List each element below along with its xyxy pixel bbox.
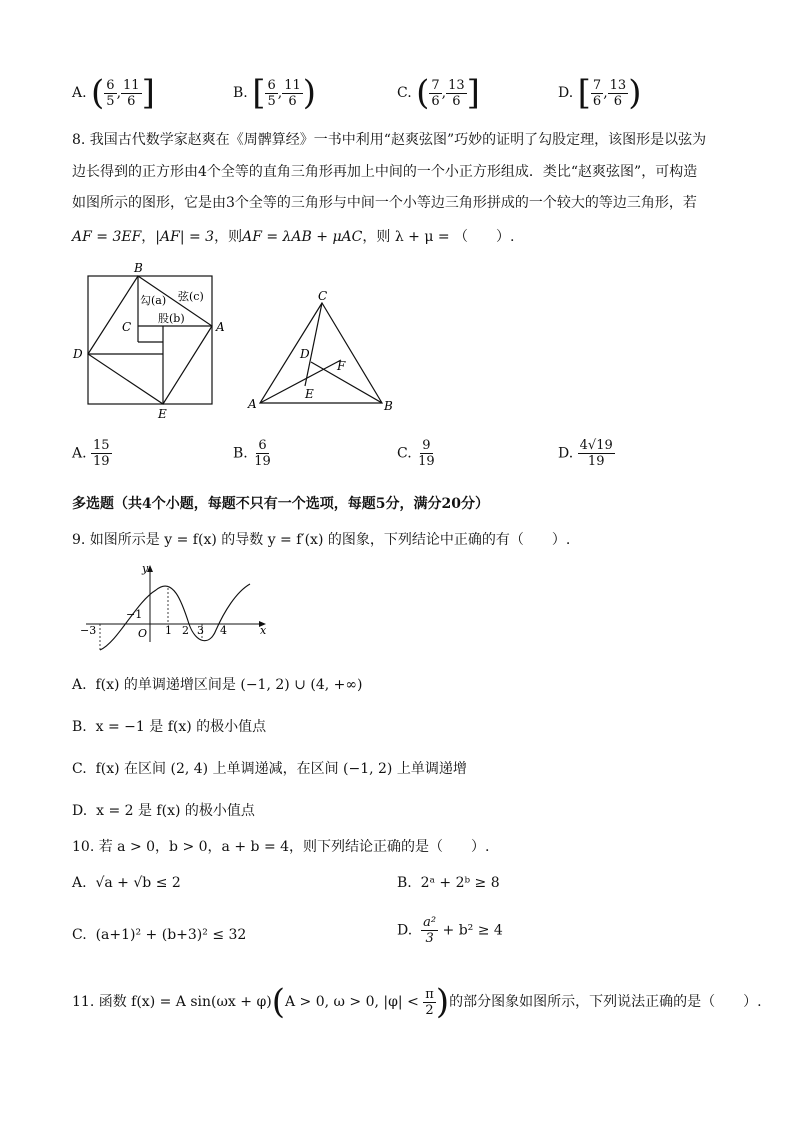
q9-option-c <box>72 759 467 779</box>
option-letter: A. <box>72 677 87 693</box>
option-letter: A. <box>72 445 87 462</box>
option-letter: A. <box>72 875 87 891</box>
option-letter: C. <box>397 85 412 101</box>
equilateral-figure <box>245 288 400 418</box>
q9-option-a <box>72 675 363 695</box>
q7-option-c: C. ( $\frac{7}{6}$ , $\frac{13}{6}$ ] <box>397 73 480 113</box>
fraction: $\frac{15}{19}$ <box>93 438 110 469</box>
q7-option-a: A. ( $\frac{6}{5}$ , $\frac{11}{6}$ ] <box>72 73 155 113</box>
fraction: $\frac{7}{6}$ <box>431 77 440 109</box>
bracket: ] <box>141 73 155 113</box>
option-letter: D. <box>558 445 574 462</box>
q8-option-c <box>397 438 437 469</box>
label-d: D <box>300 347 310 361</box>
option-letter: D. <box>397 922 413 939</box>
option-letter: B. <box>72 719 87 735</box>
axis-y-label: y <box>142 562 149 575</box>
fraction: $\frac{6}{19}$ <box>254 438 271 469</box>
q11-conditions: A > 0, ω > 0, |φ| < <box>284 994 419 1010</box>
q10-stem: 10. 若 a > 0，b > 0，a + b = 4，则下列结论正确的是（ ）. <box>72 839 490 855</box>
cond-abs-af: |AF| = 3 <box>155 229 215 245</box>
option-text: 2ᵃ + 2ᵇ ≥ 8 <box>420 875 500 891</box>
q8-option-d <box>558 438 615 469</box>
derivative-curve <box>100 584 250 650</box>
option-letter: C. <box>72 927 87 943</box>
q11-stem <box>72 982 762 1022</box>
label-f: F <box>337 359 346 373</box>
option-text: f(x) 的单调递增区间是 (−1, 2) ∪ (4, +∞) <box>95 677 363 693</box>
bracket: ) <box>628 73 642 113</box>
option-text: f(x) 在区间 (2, 4) 上单调递减，在区间 (−1, 2) 上单调递增 <box>95 761 467 777</box>
fraction: $\frac{7}{6}$ <box>592 77 602 109</box>
q9-stem: 9. 如图所示是 y = f(x) 的导数 y = f′(x) 的图象，下列结论中正确的有（ ）. <box>72 532 571 548</box>
tick-2: 2 <box>182 624 189 637</box>
bracket: ( <box>416 73 430 113</box>
q10-option-b <box>397 873 500 893</box>
tick-minus-3: −3 <box>80 624 97 637</box>
option-letter: D. <box>558 85 574 101</box>
cond-vector-eq: AF = λAB + μAC <box>242 229 363 245</box>
tick-4: 4 <box>220 624 227 637</box>
label-e: E <box>305 387 314 401</box>
fraction: $\frac{13}{6}$ <box>448 77 465 109</box>
q8-option-a <box>72 438 112 469</box>
option-letter: D. <box>72 803 88 819</box>
q7-option-b: B. [ $\frac{6}{5}$ , $\frac{11}{6}$ ) <box>233 73 317 113</box>
option-letter: B. <box>233 445 248 462</box>
fraction: $\frac{6}{5}$ <box>106 77 115 109</box>
separator: ，则 <box>214 229 243 245</box>
q8-conditions <box>72 227 515 247</box>
fraction: $\frac{11}{6}$ <box>284 77 301 109</box>
label-gou: 勾(a) <box>140 294 167 307</box>
label-gu: 股(b) <box>158 312 185 325</box>
label-c: C <box>122 320 132 334</box>
q9-option-b <box>72 717 266 737</box>
question-ask: ，则 λ + μ = （ ）. <box>362 229 515 245</box>
q8-line-3: 如图所示的图形，它是由3个全等的三角形与中间一个小等边三角形拼成的一个较大的等边三角形，若 <box>72 195 697 211</box>
section-title: 多选题（共4个小题，每题不只有一个选项，每题5分，满分20分） <box>72 496 489 512</box>
option-letter: C. <box>72 761 87 777</box>
bracket: ) <box>435 982 450 1022</box>
outer-triangle <box>260 303 382 403</box>
q11-function: 11. 函数 f(x) = A sin(ωx + φ) <box>72 994 272 1010</box>
option-text: x = −1 是 f(x) 的极小值点 <box>95 719 267 735</box>
label-a: A <box>248 397 257 411</box>
fraction: $\frac{\pi}{2}$ <box>425 986 434 1018</box>
bracket: ( <box>91 73 105 113</box>
separator: ， <box>141 229 156 245</box>
q9-option-d <box>72 801 255 821</box>
fraction: $\frac{9}{19}$ <box>418 438 435 469</box>
option-letter: A. <box>72 85 87 101</box>
tick-minus-1: −1 <box>126 608 143 621</box>
q7-option-d: D. [ $\frac{7}{6}$ , $\frac{13}{6}$ ) <box>558 73 642 113</box>
origin-label: O <box>138 627 148 640</box>
bracket: [ <box>577 73 591 113</box>
fraction: $\frac{6}{5}$ <box>267 77 276 109</box>
bracket: ( <box>271 982 285 1022</box>
label-d: D <box>73 347 83 361</box>
label-c: C <box>318 289 328 303</box>
q8-line-2: 边长得到的正方形由4个全等的直角三角形再加上中间的一个小正方形组成．类比“赵爽弦图”，可构造 <box>72 164 698 180</box>
q10-option-a <box>72 873 181 893</box>
label-xian: 弦(c) <box>178 290 204 303</box>
label-b: B <box>134 261 143 275</box>
fraction: $\frac{11}{6}$ <box>123 77 140 109</box>
fraction: $\frac{13}{6}$ <box>609 77 627 109</box>
option-letter: B. <box>397 875 412 891</box>
label-e: E <box>158 407 167 421</box>
tick-1: 1 <box>165 624 172 637</box>
zhao-shuang-figure <box>70 258 225 421</box>
q8-option-b <box>233 438 273 469</box>
axis-x-label: x <box>260 624 267 637</box>
tick-3: 3 <box>197 624 204 637</box>
label-b: B <box>384 399 393 413</box>
option-text: √a + √b ≤ 2 <box>95 875 181 891</box>
label-a: A <box>216 320 225 334</box>
option-letter: C. <box>397 445 412 462</box>
q8-line-1: 8. 我国古代数学家赵爽在《周髀算经》一书中利用“赵爽弦图”巧妙的证明了勾股定理，该图形是以弦为 <box>72 132 707 148</box>
option-text: (a+1)² + (b+3)² ≤ 32 <box>95 927 247 943</box>
bracket: ) <box>302 73 317 113</box>
fraction: $\frac{4√19}{19}$ <box>579 438 613 469</box>
derivative-graph <box>78 562 273 647</box>
q10-option-d <box>397 915 503 946</box>
bracket: [ <box>252 73 266 113</box>
option-text: x = 2 是 f(x) 的极小值点 <box>96 803 255 819</box>
option-text: + b² ≥ 4 <box>442 922 503 939</box>
bracket: ] <box>466 73 480 113</box>
fraction: $\frac{\text{a²}}{3}$ <box>423 915 437 946</box>
q11-ask: 的部分图象如图所示，下列说法正确的是（ ）. <box>449 994 762 1010</box>
option-letter: B. <box>233 85 248 101</box>
cond-af-3ef: AF = 3EF <box>72 229 142 245</box>
q10-option-c <box>72 925 246 945</box>
